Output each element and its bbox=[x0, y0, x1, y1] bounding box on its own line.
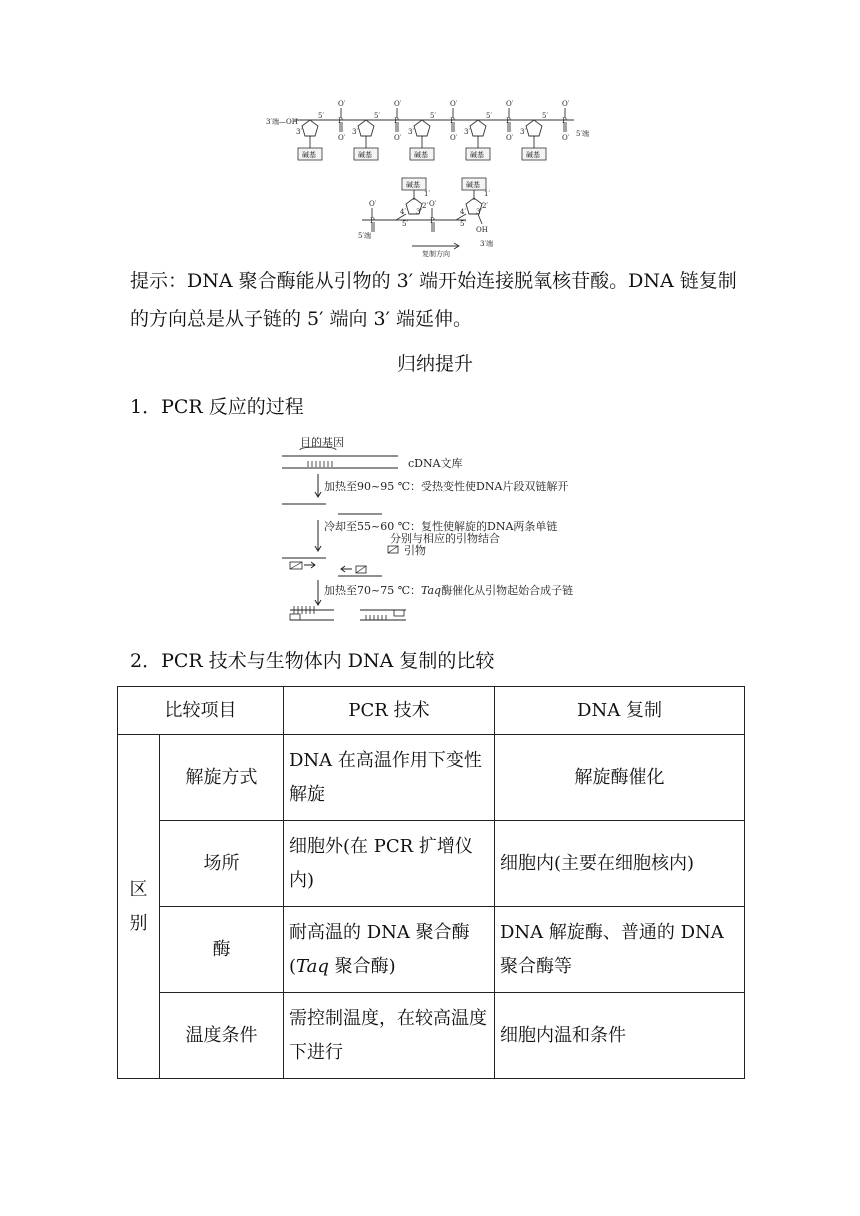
base-label: 碱基 bbox=[358, 151, 372, 159]
nucleotide-chain-diagram bbox=[262, 96, 598, 258]
row-pcr: 细胞外(在 PCR 扩增仪内) bbox=[284, 821, 495, 907]
row-pcr-suffix: 聚合酶) bbox=[328, 955, 396, 977]
row-dna: 解旋酶催化 bbox=[495, 735, 745, 821]
row-item: 酶 bbox=[160, 907, 284, 993]
o-label: O′ bbox=[506, 134, 514, 142]
p-label: P bbox=[394, 117, 399, 125]
table-row bbox=[118, 907, 745, 993]
step-1-text: 加热至90~95 ℃：受热变性使DNA片段双链解开 bbox=[324, 480, 569, 493]
carbon-5-label: 5′ bbox=[374, 112, 381, 120]
table-row bbox=[118, 735, 745, 821]
carbon-2-label: 2′ bbox=[422, 202, 429, 210]
p-label: P bbox=[562, 117, 567, 125]
step-3-suffix: 酶催化从引物起始合成子链 bbox=[441, 584, 574, 597]
group-label: 区别 bbox=[129, 878, 148, 934]
step-3-prefix: 加热至70~75 ℃： bbox=[324, 584, 422, 597]
replication-direction-label: 复制方向 bbox=[422, 250, 450, 258]
o-label: O′ bbox=[562, 134, 570, 142]
o-label: O′ bbox=[562, 100, 570, 108]
header-pcr: PCR 技术 bbox=[284, 687, 495, 735]
section-2-title: 2．PCR 技术与生物体内 DNA 复制的比较 bbox=[130, 650, 495, 672]
carbon-4-label: 4′ bbox=[400, 208, 407, 216]
o-label: O′ bbox=[338, 134, 346, 142]
carbon-3-label: 3′ bbox=[416, 208, 423, 216]
table-row bbox=[118, 993, 745, 1079]
row-pcr-italic: Taq bbox=[296, 955, 329, 977]
summary-heading: 归纳提升 bbox=[396, 353, 473, 375]
base-label: 碱基 bbox=[470, 151, 484, 159]
o-label: O′ bbox=[394, 100, 402, 108]
pcr-process-diagram bbox=[278, 434, 590, 630]
row-dna: 细胞内温和条件 bbox=[495, 993, 745, 1079]
carbon-1-label: 1′ bbox=[484, 190, 491, 198]
base-label: 碱基 bbox=[414, 151, 428, 159]
top-3-end-label: 3′端—OH bbox=[266, 118, 298, 126]
row-item: 解旋方式 bbox=[160, 735, 284, 821]
carbon-3-label: 3′ bbox=[520, 128, 527, 136]
o-label: O′ bbox=[394, 134, 402, 142]
p-label: P bbox=[430, 217, 435, 225]
o-label: O′ bbox=[338, 100, 346, 108]
oh-label: OH bbox=[476, 226, 488, 234]
bottom-5-end-label: 5′端 bbox=[358, 232, 372, 240]
carbon-4-label: 4′ bbox=[460, 208, 467, 216]
row-pcr-prefix: 耐高温的 DNA 聚合酶( bbox=[289, 921, 470, 977]
o-label: O′ bbox=[506, 100, 514, 108]
p-label: P bbox=[338, 117, 343, 125]
step-2-text-line-2: 分别与相应的引物结合 bbox=[390, 532, 500, 545]
p-label: P bbox=[450, 117, 455, 125]
row-pcr bbox=[284, 907, 495, 993]
o-label: O′ bbox=[450, 134, 458, 142]
table-header-row bbox=[118, 687, 745, 735]
carbon-5-label: 5′ bbox=[486, 112, 493, 120]
base-label: 碱基 bbox=[406, 181, 420, 189]
row-dna: DNA 解旋酶、普通的 DNA 聚合酶等 bbox=[495, 907, 745, 993]
carbon-5-label: 5′ bbox=[460, 220, 467, 228]
target-gene-label: 目的基因 bbox=[300, 436, 344, 449]
bottom-3-end-label: 3′端 bbox=[480, 240, 494, 248]
carbon-2-label: 2′ bbox=[482, 202, 489, 210]
carbon-5-label: 5′ bbox=[318, 112, 325, 120]
row-item: 温度条件 bbox=[160, 993, 284, 1079]
row-pcr: DNA 在高温作用下变性解旋 bbox=[284, 735, 495, 821]
carbon-3-label: 3′ bbox=[464, 128, 471, 136]
group-label-cell bbox=[118, 735, 160, 1079]
o-label: O′ bbox=[369, 200, 377, 208]
p-label: P bbox=[370, 217, 375, 225]
comparison-table bbox=[117, 686, 745, 1079]
carbon-5-label: 5′ bbox=[402, 220, 409, 228]
carbon-5-label: 5′ bbox=[430, 112, 437, 120]
hint-paragraph: 提示：DNA 聚合酶能从引物的 3′ 端开始连接脱氧核苷酸。DNA 链复制的方向总是从子链的 5′ 端向 3′ 端延伸。 bbox=[130, 270, 737, 330]
o-label: O′ bbox=[450, 100, 458, 108]
header-item: 比较项目 bbox=[118, 687, 284, 735]
cdna-library-label: cDNA文库 bbox=[408, 457, 463, 470]
carbon-3-label: 3′ bbox=[476, 208, 483, 216]
step-3-italic: Taq bbox=[421, 584, 442, 597]
carbon-3-label: 3′ bbox=[296, 128, 303, 136]
carbon-3-label: 3′ bbox=[352, 128, 359, 136]
header-dna: DNA 复制 bbox=[495, 687, 745, 735]
step-2-text-line-1: 冷却至55~60 ℃：复性使解旋的DNA两条单链 bbox=[324, 520, 558, 533]
primer-label: 引物 bbox=[404, 544, 426, 557]
table-row bbox=[118, 821, 745, 907]
top-5-end-label: 5′端 bbox=[576, 130, 590, 138]
carbon-1-label: 1′ bbox=[424, 190, 431, 198]
base-label: 碱基 bbox=[302, 151, 316, 159]
carbon-5-label: 5′ bbox=[542, 112, 549, 120]
o-label: O′ bbox=[429, 200, 437, 208]
row-dna: 细胞内(主要在细胞核内) bbox=[495, 821, 745, 907]
p-label: P bbox=[506, 117, 511, 125]
row-pcr: 需控制温度，在较高温度下进行 bbox=[284, 993, 495, 1079]
row-item: 场所 bbox=[160, 821, 284, 907]
step-3-text bbox=[324, 583, 573, 597]
base-label: 碱基 bbox=[466, 181, 480, 189]
carbon-3-label: 3′ bbox=[408, 128, 415, 136]
base-label: 碱基 bbox=[526, 151, 540, 159]
section-1-title: 1．PCR 反应的过程 bbox=[130, 396, 304, 418]
